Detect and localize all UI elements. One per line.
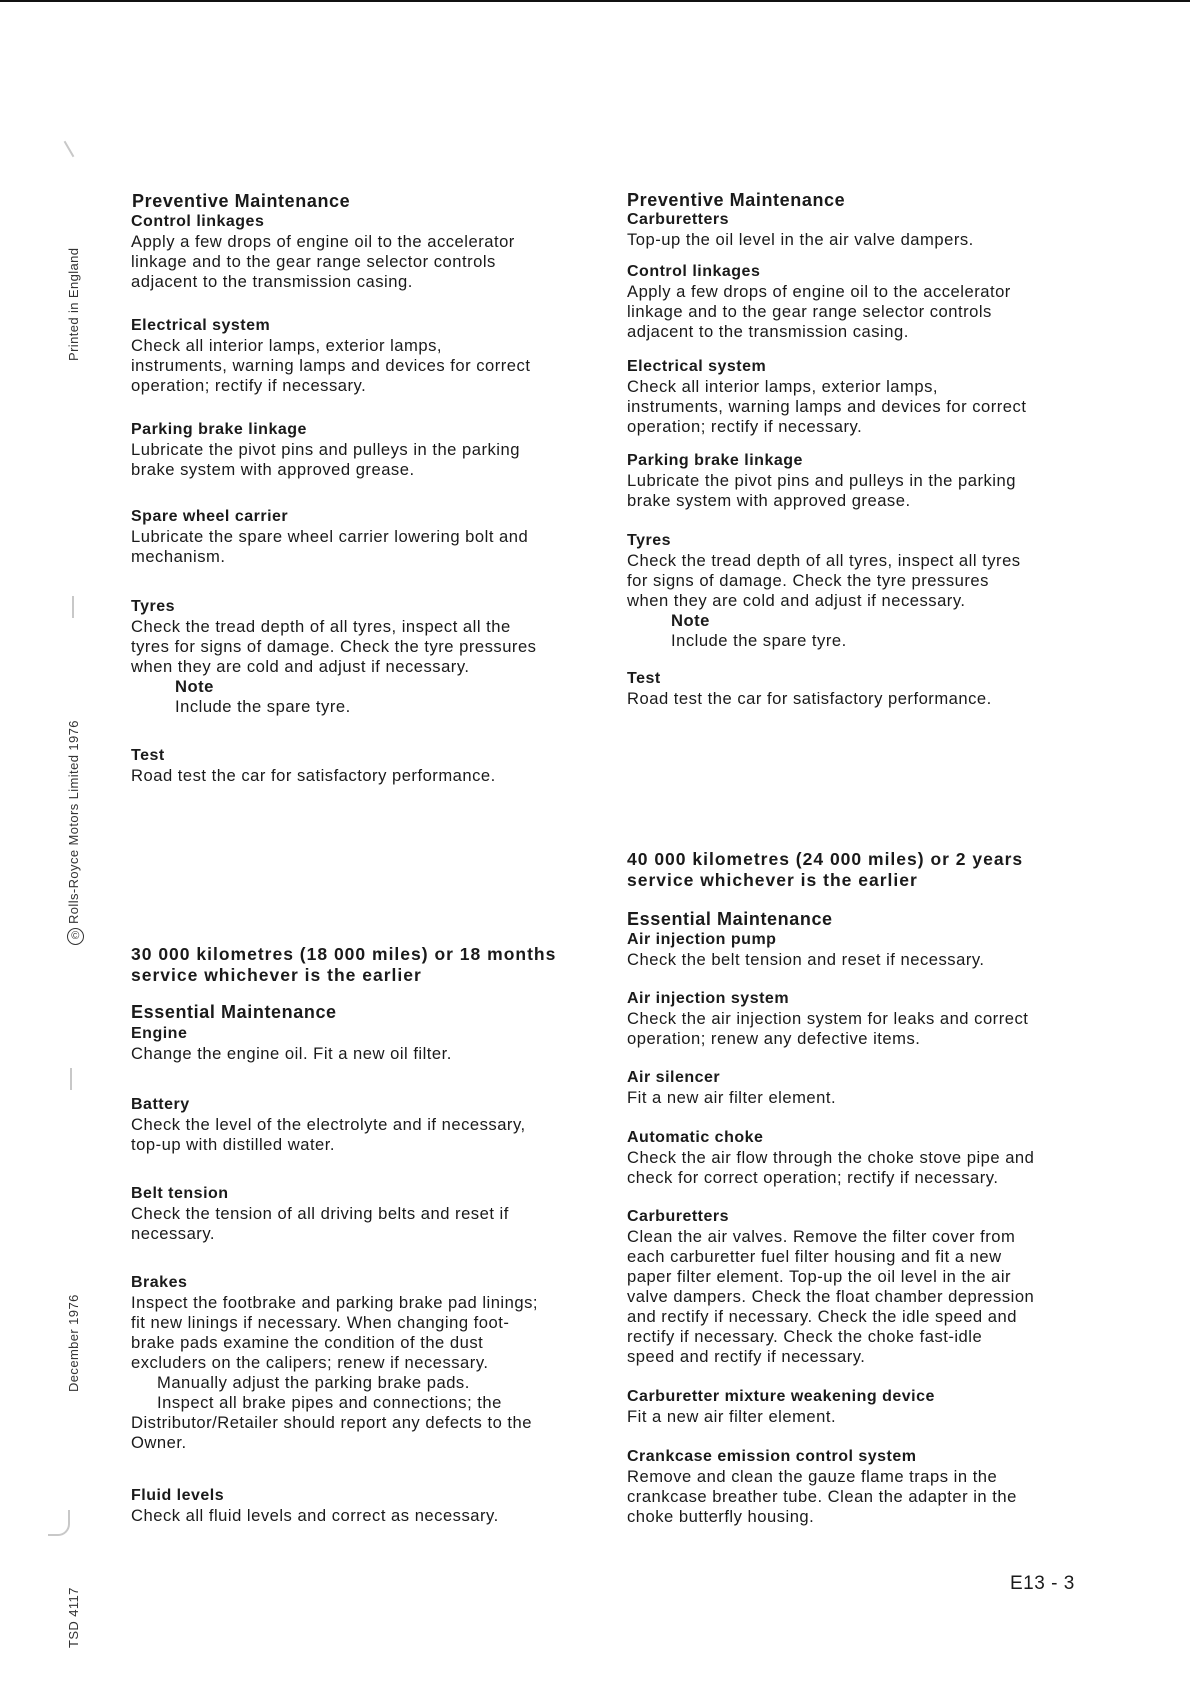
section-line: Remove and clean the gauze flame traps in the (627, 1467, 998, 1486)
section-line: Distributor/Retailer should report any defects to the (131, 1413, 532, 1432)
section-line: Check the tension of all driving belts and reset if (131, 1204, 509, 1223)
margin-printed-in: Printed in England (66, 247, 81, 361)
section-line: instruments, warning lamps and devices for correct (131, 356, 531, 375)
section-line: Fit a new air filter element. (627, 1407, 837, 1426)
copyright-icon: © (67, 928, 84, 945)
section-title: Test (131, 747, 165, 764)
section-title: Battery (131, 1096, 190, 1113)
section-title: Crankcase emission control system (627, 1448, 917, 1465)
scan-mark (48, 1510, 70, 1536)
service-heading-line: 40 000 kilometres (24 000 miles) or 2 years (627, 849, 1024, 869)
section-line: Check the tread depth of all tyres, inspect all tyres (627, 551, 1021, 570)
section-line: choke butterfly housing. (627, 1507, 815, 1526)
right-section-carburetters-essential (627, 1207, 1097, 1367)
section-line: adjacent to the transmission casing. (627, 322, 909, 341)
right-section-air-injection-system (627, 989, 1097, 1049)
section-title: Test (627, 670, 661, 687)
section-line: Check all interior lamps, exterior lamps, (627, 377, 938, 396)
left-section-belt-tension (131, 1184, 601, 1244)
section-line: excluders on the calipers; renew if necessary. (131, 1353, 489, 1372)
left-section-spare-wheel-carrier (131, 507, 601, 567)
section-title: Carburetter mixture weakening device (627, 1388, 935, 1405)
right-section-electrical-system (627, 357, 1097, 437)
section-line: Clean the air valves. Remove the filter cover from (627, 1227, 1016, 1246)
right-section-automatic-choke (627, 1128, 1097, 1188)
section-title: Tyres (131, 598, 176, 615)
service-heading-line: service whichever is the earlier (131, 965, 422, 985)
left-section-test (131, 746, 601, 786)
section-title: Air injection pump (627, 931, 777, 948)
right-page-title: Preventive Maintenance (627, 190, 846, 210)
section-line: Apply a few drops of engine oil to the accelerator (131, 232, 515, 251)
section-line: Manually adjust the parking brake pads. (157, 1373, 470, 1392)
section-line: brake system with approved grease. (627, 491, 911, 510)
scan-mark (70, 1068, 72, 1090)
section-line: instruments, warning lamps and devices for correct (627, 397, 1027, 416)
section-line: Check the air injection system for leaks and correct (627, 1009, 1029, 1028)
section-title: Air silencer (627, 1069, 721, 1086)
section-line: paper filter element. Top-up the oil level in the air (627, 1267, 1012, 1286)
section-line: Check the belt tension and reset if necessary. (627, 950, 985, 969)
note-text: Include the spare tyre. (671, 631, 847, 650)
section-line: Lubricate the pivot pins and pulleys in the parking (627, 471, 1016, 490)
right-section-air-injection-pump (627, 930, 1097, 970)
scan-mark (72, 596, 74, 618)
section-line: Top-up the oil level in the air valve dampers. (627, 230, 974, 249)
section-line: linkage and to the gear range selector controls (627, 302, 992, 321)
section-title: Fluid levels (131, 1487, 225, 1504)
left-section-parking-brake-linkage (131, 420, 601, 480)
section-line: adjacent to the transmission casing. (131, 272, 413, 291)
section-line: operation; renew any defective items. (627, 1029, 921, 1048)
section-line: mechanism. (131, 547, 226, 566)
left-section-engine (131, 1024, 601, 1064)
right-section-air-silencer (627, 1068, 1097, 1108)
margin-date: December 1976 (66, 1294, 81, 1392)
left-section-fluid-levels (131, 1486, 601, 1526)
section-line: Lubricate the spare wheel carrier lowering bolt and (131, 527, 529, 546)
section-line: rectify if necessary. Check the choke fast-idle (627, 1327, 983, 1346)
section-title: Control linkages (131, 213, 265, 230)
section-title: Air injection system (627, 990, 790, 1007)
section-title: Belt tension (131, 1185, 229, 1202)
left-essential-title: Essential Maintenance (131, 1002, 337, 1022)
section-title: Electrical system (627, 358, 767, 375)
section-line: for signs of damage. Check the tyre pressures (627, 571, 989, 590)
section-line: fit new linings if necessary. When changing foot- (131, 1313, 510, 1332)
right-essential-title: Essential Maintenance (627, 909, 833, 929)
section-line: Check the level of the electrolyte and if necessary, (131, 1115, 526, 1134)
section-line: Check the air flow through the choke stove pipe and (627, 1148, 1035, 1167)
note-text: Include the spare tyre. (175, 697, 351, 716)
section-line: crankcase breather tube. Clean the adapter in the (627, 1487, 1017, 1506)
right-section-parking-brake-linkage (627, 451, 1097, 511)
right-service-heading (627, 849, 1097, 891)
right-section-carburetters (627, 210, 1097, 250)
section-title: Carburetters (627, 1208, 730, 1225)
section-line: Apply a few drops of engine oil to the accelerator (627, 282, 1011, 301)
section-title: Electrical system (131, 317, 271, 334)
section-line: Check all interior lamps, exterior lamps, (131, 336, 442, 355)
service-heading-line: service whichever is the earlier (627, 870, 918, 890)
section-title: Parking brake linkage (627, 452, 803, 469)
section-line: Change the engine oil. Fit a new oil filter. (131, 1044, 452, 1063)
section-line: and rectify if necessary. Check the idle speed and (627, 1307, 1017, 1326)
right-section-test (627, 669, 1097, 709)
section-title: Parking brake linkage (131, 421, 307, 438)
note-title: Note (671, 611, 710, 630)
right-section-crankcase-emission (627, 1447, 1097, 1527)
section-line: check for correct operation; rectify if necessary. (627, 1168, 999, 1187)
section-line: Owner. (131, 1433, 187, 1452)
section-line: operation; rectify if necessary. (627, 417, 863, 436)
section-line: tyres for signs of damage. Check the tyre pressures (131, 637, 537, 656)
section-line: Road test the car for satisfactory performance. (627, 689, 992, 708)
section-line: each carburetter fuel filter housing and fit a new (627, 1247, 1002, 1266)
section-line: brake system with approved grease. (131, 460, 415, 479)
section-title: Brakes (131, 1274, 188, 1291)
section-line: Fit a new air filter element. (627, 1088, 837, 1107)
section-line: when they are cold and adjust if necessary. (131, 657, 470, 676)
section-line: Check the tread depth of all tyres, inspect all the (131, 617, 511, 636)
section-line: Lubricate the pivot pins and pulleys in the parking (131, 440, 520, 459)
margin-ref: TSD 4117 (66, 1587, 81, 1648)
section-title: Spare wheel carrier (131, 508, 289, 525)
section-line: brake pads examine the condition of the dust (131, 1333, 484, 1352)
section-title: Control linkages (627, 263, 761, 280)
section-line: Road test the car for satisfactory performance. (131, 766, 496, 785)
scan-mark (64, 141, 75, 158)
section-title: Tyres (627, 532, 672, 549)
right-section-control-linkages (627, 262, 1097, 342)
left-service-heading (131, 944, 601, 986)
section-line: when they are cold and adjust if necessary. (627, 591, 966, 610)
section-line: linkage and to the gear range selector controls (131, 252, 496, 271)
section-line: top-up with distilled water. (131, 1135, 336, 1154)
top-border (0, 0, 1190, 2)
left-page-title: Preventive Maintenance (132, 191, 351, 211)
section-line: valve dampers. Check the float chamber depression (627, 1287, 1035, 1306)
left-section-electrical-system (131, 316, 601, 396)
right-section-tyres (627, 531, 1097, 651)
page-number: E13 - 3 (1010, 1573, 1075, 1594)
section-line: Inspect all brake pipes and connections; the (157, 1393, 502, 1412)
section-line: speed and rectify if necessary. (627, 1347, 866, 1366)
left-section-battery (131, 1095, 601, 1155)
section-title: Automatic choke (627, 1129, 764, 1146)
left-section-control-linkages (131, 212, 601, 292)
section-title: Engine (131, 1025, 188, 1042)
note-title: Note (175, 677, 214, 696)
section-line: necessary. (131, 1224, 216, 1243)
section-title: Carburetters (627, 211, 730, 228)
section-line: Inspect the footbrake and parking brake pad linings; (131, 1293, 538, 1312)
section-line: Check all fluid levels and correct as necessary. (131, 1506, 499, 1525)
section-line: operation; rectify if necessary. (131, 376, 367, 395)
margin-copyright: ©Rolls-Royce Motors Limited 1976 (66, 720, 84, 945)
right-section-mixture-weakening (627, 1387, 1097, 1427)
left-section-brakes (131, 1273, 601, 1453)
left-section-tyres (131, 597, 601, 717)
service-heading-line: 30 000 kilometres (18 000 miles) or 18 months (131, 944, 557, 964)
